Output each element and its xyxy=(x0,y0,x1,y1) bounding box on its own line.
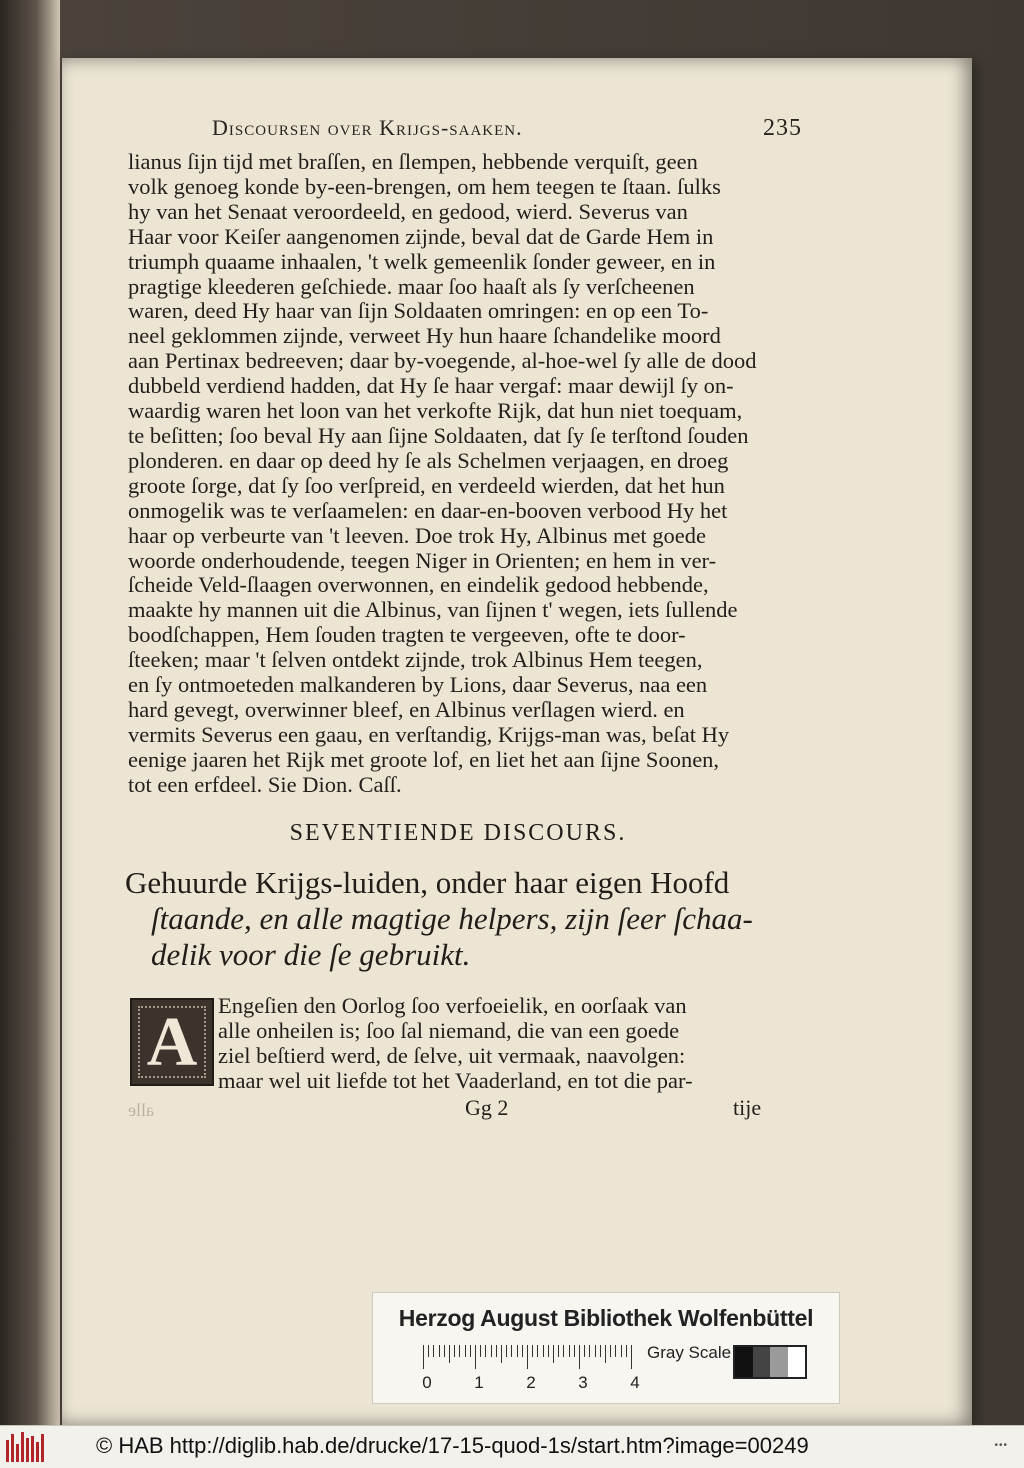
catchword: tije xyxy=(733,1095,762,1120)
body-line: neel geklommen zijnde, verweet Hy hun haare ſchandelike moord xyxy=(128,324,721,349)
more-options-icon[interactable]: ••• xyxy=(994,1440,1008,1451)
chapter-title-line: ſtaande, en alle magtige helpers, zijn ſeer ſchaa- xyxy=(151,901,753,936)
body-line: hy van het Senaat veroordeeld, en gedood, wierd. Severus van xyxy=(128,199,688,224)
logo-bar xyxy=(11,1434,14,1462)
body-line: maakte hy mannen uit die Albinus, van ſijnen t' wegen, iets ſullende xyxy=(128,598,738,623)
footer-bar xyxy=(0,1425,1024,1468)
logo-bar xyxy=(26,1438,29,1462)
scale-ruler xyxy=(423,1345,633,1369)
ruler-tick xyxy=(465,1345,466,1357)
ruler-tick xyxy=(563,1345,564,1357)
ruler-tick xyxy=(485,1345,486,1357)
ruler-tick xyxy=(626,1345,627,1357)
opening-line: maar wel uit liefde tot het Vaaderland, en tot die par- xyxy=(218,1068,693,1093)
body-line: te beſitten; ſoo beval Hy aan ſijne Soldaaten, dat ſy ſe terſtond ſouden xyxy=(128,423,749,448)
gray-scale-label: Gray Scale xyxy=(647,1343,732,1362)
section-heading: SEVENTIENDE DISCOURS. xyxy=(289,820,627,846)
ruler-tick xyxy=(548,1345,549,1357)
scale-number: 1 xyxy=(474,1373,484,1392)
chapter-title xyxy=(125,865,795,973)
ruler-tick xyxy=(579,1345,580,1369)
ruler-tick xyxy=(470,1345,471,1357)
gray-step xyxy=(770,1347,788,1377)
color-chart xyxy=(372,1292,840,1404)
ruler-tick xyxy=(517,1345,518,1357)
body-line: haar op verbeurte van 't leeven. Doe trok Hy, Albinus met goede xyxy=(128,523,707,548)
opening-line: Engeſien den Oorlog ſoo verfoeielik, en oorſaak van xyxy=(218,993,687,1018)
signature-mark: Gg 2 xyxy=(465,1095,509,1120)
opening-line: ziel beſtierd werd, de ſelve, uit vermaak, naavolgen: xyxy=(218,1043,686,1068)
scale-number: 3 xyxy=(578,1373,588,1392)
ruler-tick xyxy=(428,1345,429,1357)
body-line: onmogelik was te verſaamelen: en daar-en-booven verbood Hy het xyxy=(128,498,728,523)
gray-step xyxy=(788,1347,806,1377)
ruler-tick xyxy=(449,1345,450,1363)
book-gutter xyxy=(0,0,60,1425)
ruler-tick xyxy=(615,1345,616,1357)
body-line: plonderen. en daar op deed hy ſe als Schelmen verjaagen, en droeg xyxy=(128,448,729,473)
initial-letter: A xyxy=(146,1004,198,1081)
ruler-tick xyxy=(610,1345,611,1357)
ruler-tick xyxy=(511,1345,512,1357)
logo-bar xyxy=(16,1444,19,1462)
body-line: waren, deed Hy haar van ſijn Soldaaten omringen: en op een To- xyxy=(128,299,709,324)
ruler-tick xyxy=(537,1345,538,1357)
decorated-initial xyxy=(130,998,214,1086)
scale-number: 0 xyxy=(422,1373,432,1392)
body-text xyxy=(128,150,783,798)
body-line: pragtige kleederen geſchiede. maar ſoo haaſt als ſy verſcheenen xyxy=(128,274,695,299)
ruler-tick xyxy=(605,1345,606,1363)
running-title: Discoursen over Krijgs-saaken. xyxy=(212,115,523,140)
ruler-tick xyxy=(522,1345,523,1357)
body-line: Haar voor Keiſer aangenomen zijnde, beval dat de Garde Hem in xyxy=(128,224,714,249)
body-line: ſcheide Veld-ſlaagen overwonnen, en eindelik gedood hebbende, xyxy=(128,573,709,598)
chapter-title-line: delik voor die ſe gebruikt. xyxy=(151,937,471,972)
ruler-tick xyxy=(501,1345,502,1363)
ruler-tick xyxy=(480,1345,481,1357)
logo-bar xyxy=(21,1432,24,1462)
ruler-tick xyxy=(491,1345,492,1357)
opening-line: alle onheilen is; ſoo ſal niemand, die van een goede xyxy=(218,1018,680,1043)
body-line: ſteeken; maar 't ſelven ontdekt zijnde, trok Albinus Hem teegen, xyxy=(128,648,703,673)
logo-bar xyxy=(31,1436,34,1462)
gray-step xyxy=(735,1347,753,1377)
show-through-text: alle xyxy=(128,1100,154,1120)
ruler-tick xyxy=(454,1345,455,1357)
chapter-title-line: Gehuurde Krijgs-luiden, onder haar eigen Hoofd xyxy=(125,865,730,900)
ruler-tick xyxy=(496,1345,497,1357)
body-line: en ſy ontmoeteden malkanderen by Lions, daar Severus, naa een xyxy=(128,673,708,698)
body-line: boodſchappen, Hem ſouden tragten te vergeeven, ofte te door- xyxy=(128,623,686,648)
hab-logo-icon xyxy=(6,1432,50,1462)
ruler-tick xyxy=(574,1345,575,1357)
gray-scale-swatch xyxy=(733,1345,807,1379)
ruler-tick xyxy=(631,1345,632,1369)
chart-title: Herzog August Bibliothek Wolfenbüttel xyxy=(398,1305,814,1331)
scale-number: 4 xyxy=(630,1373,640,1392)
ruler-tick xyxy=(543,1345,544,1357)
body-line: tot een erfdeel. Sie Dion. Caſſ. xyxy=(128,772,402,797)
ruler-tick xyxy=(569,1345,570,1357)
logo-bar xyxy=(6,1440,9,1462)
body-line: triumph quaame inhaalen, 't welk gemeenlik ſonder geweer, en in xyxy=(128,249,716,274)
logo-bar xyxy=(36,1442,39,1462)
ruler-tick xyxy=(475,1345,476,1369)
ruler-tick xyxy=(444,1345,445,1357)
body-line: groote ſorge, dat ſy ſoo verſpreid, en verdeeld wierden, dat het hun xyxy=(128,473,725,498)
ruler-tick xyxy=(600,1345,601,1357)
ruler-tick xyxy=(558,1345,559,1357)
ruler-tick xyxy=(553,1345,554,1363)
body-line: volk genoeg konde by-een-brengen, om hem teegen te ſtaan. ſulks xyxy=(128,174,721,199)
logo-bar xyxy=(41,1434,44,1462)
body-line: vermits Severus een gaau, en verſtandig, Krijgs-man was, beſat Hy xyxy=(128,722,730,747)
ruler-tick xyxy=(532,1345,533,1357)
ruler-tick xyxy=(589,1345,590,1357)
body-line: hard gevegt, overwinner bleef, en Albinus verſlagen wierd. en xyxy=(128,697,685,722)
scale-number: 2 xyxy=(526,1373,536,1392)
body-line: waardig waren het loon van het verkofte Rijk, dat hun niet toequam, xyxy=(128,399,743,424)
opening-paragraph xyxy=(218,993,783,1093)
body-line: aan Pertinax bedreeven; daar by-voegende, al-hoe-wel ſy alle de dood xyxy=(128,349,757,374)
ruler-tick xyxy=(459,1345,460,1357)
body-line: woorde onderhoudende, teegen Niger in Orienten; en hem in ver- xyxy=(128,548,717,573)
gray-step xyxy=(753,1347,771,1377)
ruler-tick xyxy=(527,1345,528,1369)
ruler-tick xyxy=(433,1345,434,1357)
page-number: 235 xyxy=(763,115,802,141)
ruler-tick xyxy=(439,1345,440,1357)
ruler-tick xyxy=(621,1345,622,1357)
body-line: eenige jaaren het Rijk met groote lof, en liet het aan ſijne Soonen, xyxy=(128,747,720,772)
body-line: dubbeld verdiend hadden, dat Hy ſe haar vergaf: maar dewijl ſy on- xyxy=(128,374,734,399)
ruler-tick xyxy=(584,1345,585,1357)
body-line: lianus ſijn tijd met braſſen, en ſlempen, hebbende verquiſt, geen xyxy=(128,150,698,174)
ruler-tick xyxy=(423,1345,424,1369)
ruler-tick xyxy=(506,1345,507,1357)
ruler-tick xyxy=(595,1345,596,1357)
footer-copyright-link[interactable]: © HAB http://diglib.hab.de/drucke/17-15-quod-1s/start.htm?image=00249 xyxy=(96,1433,809,1458)
